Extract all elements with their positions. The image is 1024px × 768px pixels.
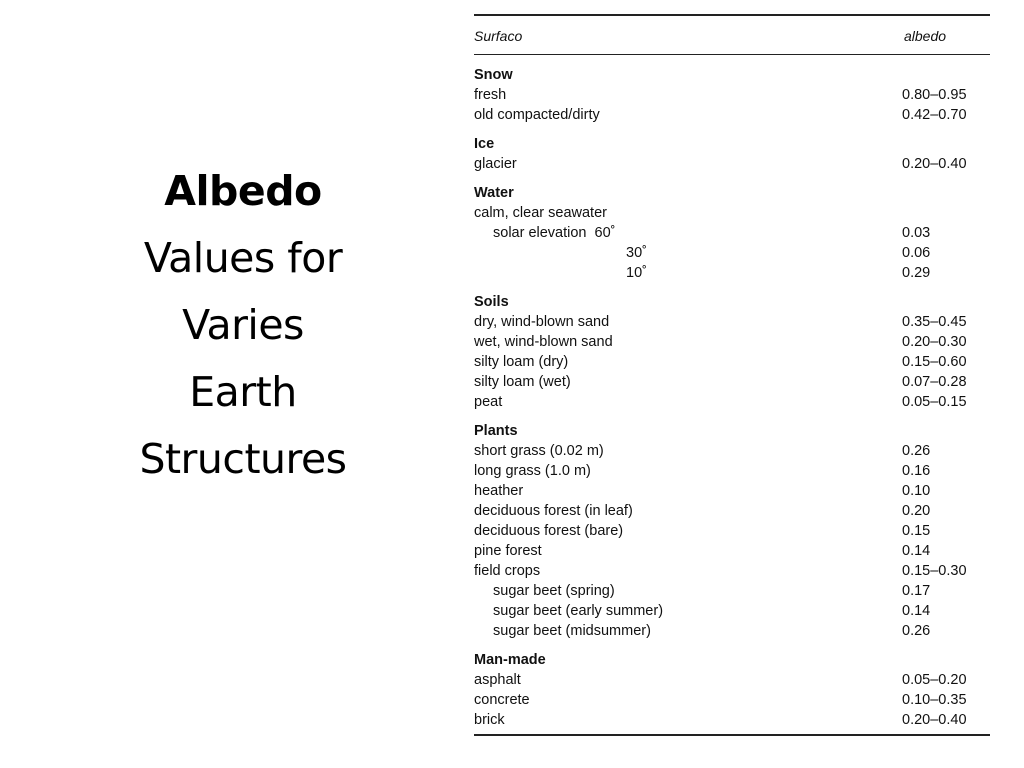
table-row	[474, 521, 990, 541]
table-row	[474, 223, 990, 243]
category-heading	[474, 183, 990, 203]
albedo-value: 0.14	[902, 603, 931, 619]
albedo-value: 0.26	[902, 443, 931, 459]
table-row	[474, 85, 990, 105]
albedo-value: 0.10–0.35	[902, 692, 967, 708]
albedo-value: 0.26	[902, 623, 931, 639]
surface-label: 30˚	[626, 245, 647, 261]
albedo-value: 0.07–0.28	[902, 374, 967, 390]
surface-label: glacier	[474, 156, 517, 172]
category-label: Soils	[474, 294, 509, 310]
category-heading	[474, 65, 990, 85]
table-row	[474, 501, 990, 521]
surface-label: fresh	[474, 87, 507, 103]
surface-label: silty loam (wet)	[474, 374, 571, 390]
table-row	[474, 352, 990, 372]
surface-label: silty loam (dry)	[474, 354, 569, 370]
surface-label: brick	[474, 712, 505, 728]
category-label: Snow	[474, 67, 513, 83]
albedo-value: 0.03	[902, 225, 931, 241]
category-heading	[474, 292, 990, 312]
table-row	[474, 243, 990, 263]
table-row	[474, 601, 990, 621]
title-line: Earth	[189, 368, 297, 416]
header-albedo: albedo	[904, 28, 947, 44]
table-top-rule	[474, 14, 990, 16]
category-heading	[474, 134, 990, 154]
table-row	[474, 441, 990, 461]
table-row	[474, 263, 990, 283]
table-row	[474, 461, 990, 481]
albedo-value: 0.15–0.60	[902, 354, 967, 370]
surface-label: short grass (0.02 m)	[474, 443, 604, 459]
surface-label: wet, wind-blown sand	[474, 334, 613, 350]
title-bold: Albedo	[164, 167, 322, 215]
surface-label: long grass (1.0 m)	[474, 463, 591, 479]
category-label: Man-made	[474, 652, 546, 668]
surface-label: sugar beet (spring)	[493, 583, 615, 599]
surface-label: peat	[474, 394, 503, 410]
title-line: Values for	[143, 234, 343, 282]
surface-label: solar elevation 60˚	[493, 225, 616, 241]
table-row	[474, 332, 990, 352]
surface-label: old compacted/dirty	[474, 107, 600, 123]
albedo-table	[474, 14, 992, 738]
albedo-value: 0.20–0.40	[902, 712, 967, 728]
albedo-value: 0.05–0.15	[902, 394, 967, 410]
table-row	[474, 105, 990, 125]
table-row	[474, 372, 990, 392]
albedo-value: 0.15–0.30	[902, 563, 967, 579]
category-heading	[474, 650, 990, 670]
table-row	[474, 670, 990, 690]
albedo-value: 0.80–0.95	[902, 87, 967, 103]
surface-label: deciduous forest (in leaf)	[474, 503, 633, 519]
albedo-value: 0.17	[902, 583, 931, 599]
table-row	[474, 154, 990, 174]
table-row	[474, 392, 990, 412]
surface-label: sugar beet (midsummer)	[493, 623, 651, 639]
albedo-value: 0.20	[902, 503, 931, 519]
albedo-value: 0.42–0.70	[902, 107, 967, 123]
surface-label: pine forest	[474, 543, 542, 559]
albedo-value: 0.05–0.20	[902, 672, 967, 688]
surface-label: sugar beet (early summer)	[493, 603, 664, 619]
table-row	[474, 481, 990, 501]
albedo-value: 0.35–0.45	[902, 314, 967, 330]
albedo-value: 0.10	[902, 483, 931, 499]
table-row	[474, 621, 990, 641]
table-row	[474, 710, 990, 730]
table-bottom-rule	[474, 734, 990, 736]
table-row	[474, 690, 990, 710]
category-heading	[474, 421, 990, 441]
albedo-value: 0.29	[902, 265, 931, 281]
title-line: Varies	[182, 301, 304, 349]
surface-label: dry, wind-blown sand	[474, 314, 610, 330]
header-surface: Surfaco	[474, 28, 523, 44]
table-row	[474, 541, 990, 561]
albedo-value: 0.20–0.40	[902, 156, 967, 172]
surface-label: deciduous forest (bare)	[474, 523, 624, 539]
albedo-value: 0.20–0.30	[902, 334, 967, 350]
table-row	[474, 581, 990, 601]
albedo-value: 0.15	[902, 523, 931, 539]
slide-title	[90, 158, 396, 493]
category-label: Water	[474, 185, 514, 201]
surface-label: field crops	[474, 563, 541, 579]
table-row	[474, 312, 990, 332]
albedo-value: 0.06	[902, 245, 931, 261]
surface-label: asphalt	[474, 672, 521, 688]
table-row	[474, 203, 990, 223]
table-row	[474, 561, 990, 581]
surface-label: concrete	[474, 692, 530, 708]
category-label: Ice	[474, 136, 495, 152]
title-line: Structures	[139, 435, 347, 483]
surface-label: 10˚	[626, 265, 647, 281]
category-label: Plants	[474, 423, 518, 439]
header-rule	[474, 54, 990, 55]
surface-label: calm, clear seawater	[474, 205, 607, 221]
albedo-value: 0.14	[902, 543, 931, 559]
albedo-value: 0.16	[902, 463, 931, 479]
surface-label: heather	[474, 483, 524, 499]
